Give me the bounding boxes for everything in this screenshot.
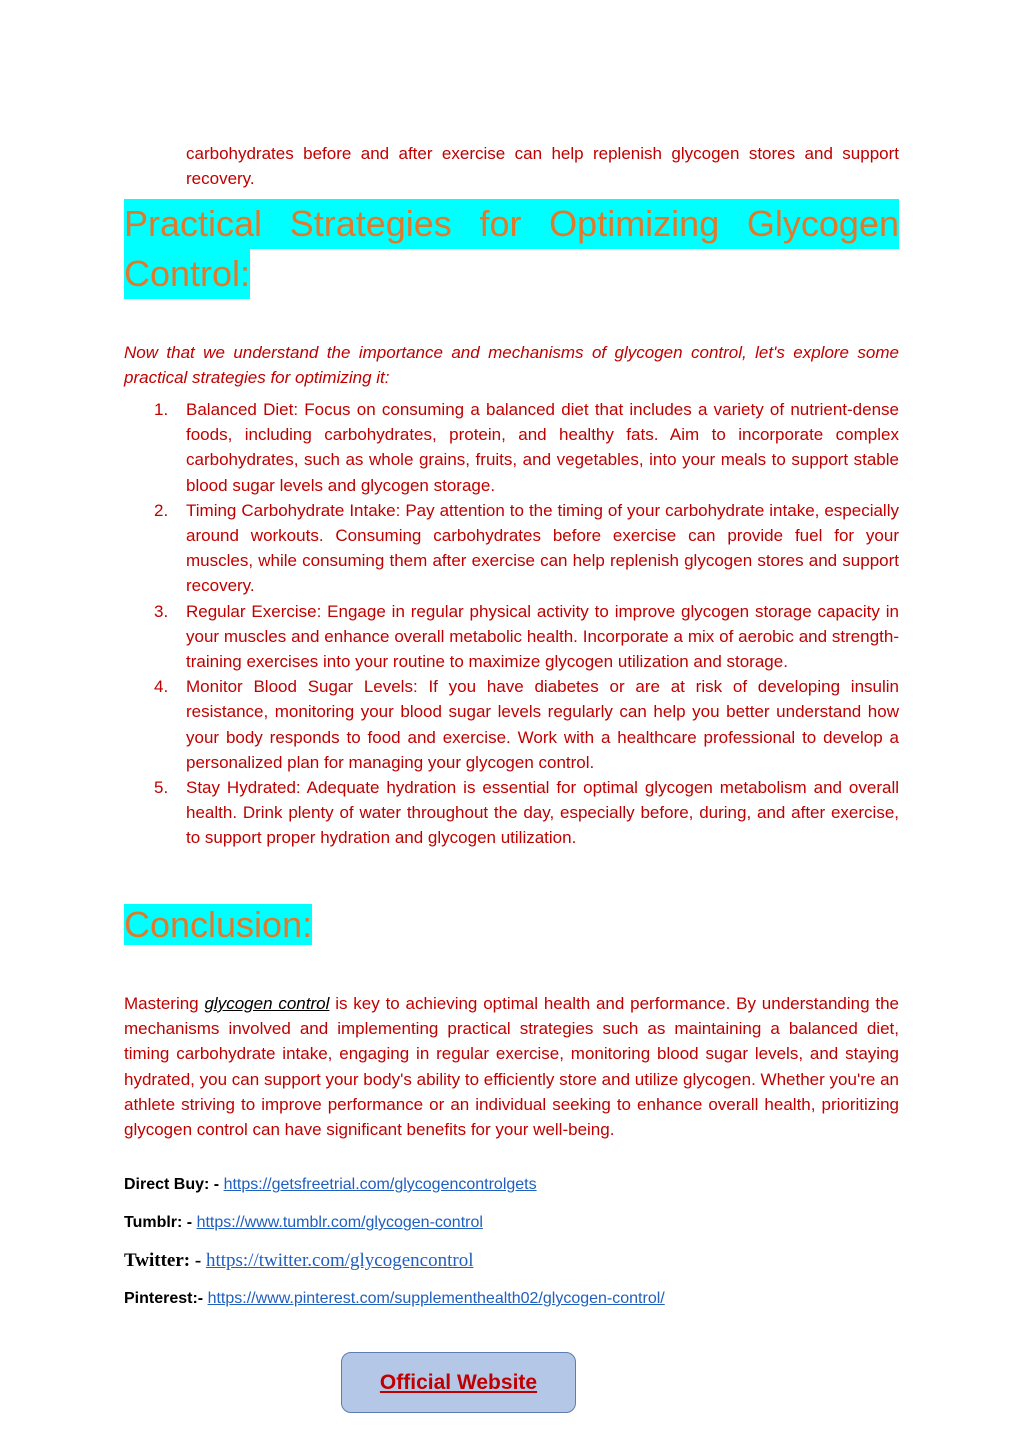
- twitter-link[interactable]: https://twitter.com/glycogencontrol: [205, 1250, 474, 1271]
- conclusion-text-after-link: is key to achieving optimal health and performance. By understanding the mechanisms involved and implementing practical strategies such as maintaining a balanced diet, timing carbohydrate intake, engaging in regular exercise, monitoring blood sugar levels, and staying hydrated, you can support your body's ability to efficiently store and utilize glycogen. Whether you're an athlete striving to improve performance or an individual seeking to enhance overall health, prioritizing glycogen control can have significant benefits for your well-being.: [124, 994, 899, 1140]
- strategies-heading-line1: Practical Strategies for Optimizing Glycogen: [124, 199, 899, 249]
- list-item-text: Regular Exercise: Engage in regular physical activity to improve glycogen storage capacity in your muscles and enhance overall metabolic health. Incorporate a mix of aerobic and strength-training exercises into your routine to maximize glycogen utilization and storage.: [186, 601, 899, 672]
- official-website-button[interactable]: [341, 1352, 576, 1413]
- conclusion-heading-text: Conclusion:: [124, 904, 313, 945]
- list-item-text: Stay Hydrated: Adequate hydration is essential for optimal glycogen metabolism and overall health. Drink plenty of water throughout the day, especially before, during, and after exercise, to support proper hydration and glycogen utilization.: [186, 778, 899, 848]
- list-item-text: Monitor Blood Sugar Levels: If you have diabetes or are at risk of developing insulin resistance, monitoring your blood sugar levels regularly can help you better understand how your body responds to food and exercise. Work with a healthcare professional to develop a personalized plan for managing your glycogen control.: [186, 677, 899, 772]
- tumblr-row: [124, 1214, 483, 1232]
- official-website-label: Official Website: [379, 1370, 538, 1394]
- list-item-number: 2.: [154, 500, 169, 520]
- list-item-text: Timing Carbohydrate Intake: Pay attention to the timing of your carbohydrate intake, especially around workouts. Consuming carbohydrates before exercise can provide fuel for your muscles, while consuming them after exercise can help replenish glycogen stores and support recovery.: [186, 500, 899, 596]
- strategies-list: [124, 397, 899, 851]
- conclusion-text-before-link: Mastering: [124, 994, 205, 1013]
- list-item: [124, 599, 899, 675]
- intro-continuation-paragraph: carbohydrates before and after exercise can help replenish glycogen stores and support recovery.: [186, 144, 899, 188]
- list-item-number: 5.: [154, 778, 169, 798]
- direct-buy-label: Direct Buy: -: [124, 1176, 224, 1193]
- list-item: [124, 775, 899, 851]
- conclusion-heading: [124, 900, 312, 950]
- pinterest-row: [124, 1290, 665, 1308]
- direct-buy-row: [124, 1176, 537, 1194]
- tumblr-label: Tumblr: -: [124, 1214, 197, 1231]
- direct-buy-link[interactable]: https://getsfreetrial.com/glycogencontrolgets: [223, 1176, 537, 1193]
- strategies-lead-paragraph: Now that we understand the importance and mechanisms of glycogen control, let's explore some practical strategies for optimizing it:: [124, 343, 899, 387]
- list-item-text: Balanced Diet: Focus on consuming a balanced diet that includes a variety of nutrient-dense foods, including carbohydrates, protein, and healthy fats. Aim to incorporate complex carbohydrates, such as whole grains, fruits, and vegetables, into your meals to support stable blood sugar levels and glycogen storage.: [186, 400, 899, 495]
- list-item: [124, 674, 899, 775]
- list-item: [124, 498, 899, 599]
- list-item-number: 1.: [154, 400, 169, 419]
- glycogen-control-link[interactable]: glycogen control: [204, 994, 330, 1013]
- list-item-number: 4.: [154, 677, 169, 697]
- pinterest-link[interactable]: https://www.pinterest.com/supplementhealth02/glycogen-control/: [207, 1290, 665, 1307]
- pinterest-label: Pinterest:-: [124, 1290, 208, 1307]
- strategies-heading: [124, 199, 899, 299]
- conclusion-paragraph: [124, 991, 899, 1142]
- twitter-row: [124, 1250, 473, 1272]
- list-item: [124, 397, 899, 498]
- twitter-label: Twitter: -: [124, 1250, 206, 1271]
- list-item-number: 3.: [154, 601, 169, 621]
- strategies-heading-line2: Control:: [124, 249, 250, 299]
- tumblr-link[interactable]: https://www.tumblr.com/glycogen-control: [196, 1214, 483, 1231]
